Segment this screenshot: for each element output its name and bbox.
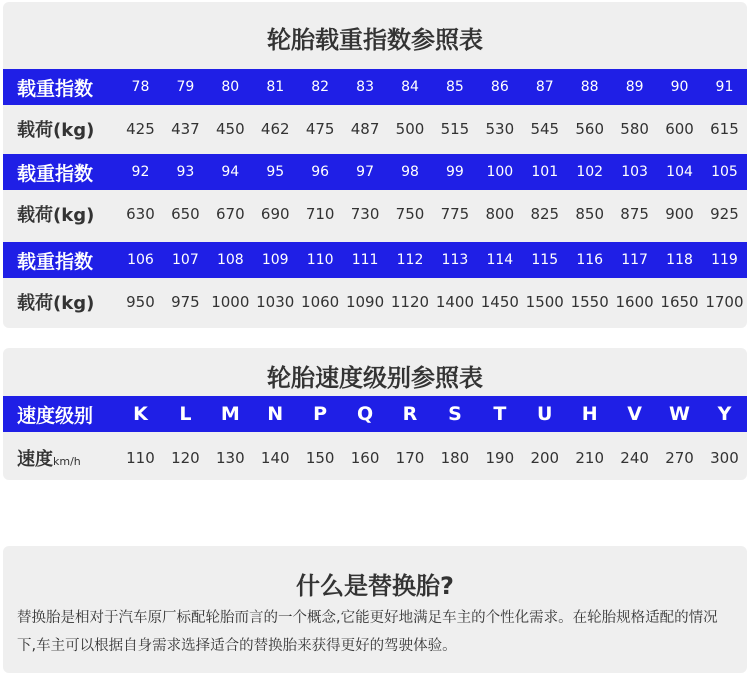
load-index-label: 载重指数 xyxy=(17,250,94,273)
load-kg-cells xyxy=(118,205,747,223)
table-cell: 1000 xyxy=(211,293,250,311)
table-cell: 114 xyxy=(486,252,514,268)
table-cell: 690 xyxy=(260,205,290,223)
table-cell: 875 xyxy=(620,205,649,223)
table-cell: 120 xyxy=(171,449,200,467)
table-cell: 190 xyxy=(485,449,515,467)
speed-value-row xyxy=(3,440,747,476)
table-cell: 84 xyxy=(401,79,419,95)
table-cell: 750 xyxy=(395,205,425,223)
table-cell: 1500 xyxy=(525,293,564,311)
speed-rating-panel xyxy=(3,348,747,480)
table-cell: 130 xyxy=(215,449,245,467)
table-cell: 500 xyxy=(395,120,425,138)
table-cell: 80 xyxy=(221,79,240,95)
speed-value-cells xyxy=(118,449,747,467)
table-cell: 270 xyxy=(665,449,694,467)
table-cell: 800 xyxy=(485,205,515,223)
load-kg-label: 载荷(kg) xyxy=(17,120,95,141)
table-cell: S xyxy=(448,403,462,425)
table-cell: U xyxy=(537,403,553,425)
speed-label-text: 速度 xyxy=(17,449,53,470)
table-cell: 111 xyxy=(351,252,379,268)
table-cell: 1400 xyxy=(435,293,474,311)
table-cell: 462 xyxy=(260,120,290,138)
load-index-panel xyxy=(3,2,747,328)
table-cell: 140 xyxy=(260,449,290,467)
table-cell: 93 xyxy=(176,164,195,180)
load-table-title: 轮胎载重指数参照表 xyxy=(267,26,483,54)
table-cell: Y xyxy=(717,403,732,425)
load-index-row xyxy=(3,154,747,190)
table-cell: M xyxy=(220,403,240,425)
table-cell: 1550 xyxy=(570,293,609,311)
speed-level-label: 速度级别 xyxy=(17,404,94,427)
table-cell: 107 xyxy=(172,252,199,268)
table-cell: 113 xyxy=(441,252,469,268)
table-cell: 300 xyxy=(710,449,739,467)
table-cell: 110 xyxy=(126,449,155,467)
table-cell: 89 xyxy=(625,79,644,95)
load-kg-cells xyxy=(118,120,747,138)
load-kg-row xyxy=(3,284,747,320)
table-cell: 240 xyxy=(620,449,649,467)
table-cell: 1700 xyxy=(705,293,744,311)
table-cell: 117 xyxy=(621,252,648,268)
table-cell: 1600 xyxy=(615,293,654,311)
load-index-cells xyxy=(118,164,747,180)
load-index-cells xyxy=(118,79,747,95)
table-cell: 710 xyxy=(305,205,335,223)
table-cell: 530 xyxy=(485,120,515,138)
info-title: 什么是替换胎? xyxy=(296,572,454,600)
table-cell: 101 xyxy=(531,164,559,180)
speed-level-row xyxy=(3,396,747,432)
load-kg-row xyxy=(3,196,747,232)
table-cell: 1450 xyxy=(480,293,519,311)
table-cell: 97 xyxy=(356,164,374,180)
table-cell: 1060 xyxy=(301,293,340,311)
table-cell: 825 xyxy=(530,205,560,223)
table-cell: 95 xyxy=(266,164,285,180)
table-cell: 118 xyxy=(666,252,693,268)
table-cell: L xyxy=(179,403,192,425)
table-cell: 1120 xyxy=(390,293,430,311)
table-cell: H xyxy=(581,403,598,425)
table-cell: 475 xyxy=(305,120,335,138)
table-cell: P xyxy=(313,403,328,425)
table-cell: V xyxy=(627,403,642,425)
table-cell: 116 xyxy=(576,252,604,268)
table-cell: W xyxy=(669,403,690,425)
speed-level-cells xyxy=(118,403,747,425)
table-cell: 730 xyxy=(350,205,380,223)
table-cell: 81 xyxy=(266,79,285,95)
speed-value-label xyxy=(3,445,118,471)
load-kg-label: 载荷(kg) xyxy=(17,205,95,226)
table-cell: 170 xyxy=(395,449,425,467)
table-cell: 615 xyxy=(710,120,739,138)
table-cell: 109 xyxy=(261,252,289,268)
table-cell: T xyxy=(493,403,507,425)
table-cell: 98 xyxy=(401,164,419,180)
load-index-row xyxy=(3,69,747,105)
table-cell: 99 xyxy=(446,164,464,180)
table-cell: 650 xyxy=(171,205,200,223)
load-index-label: 载重指数 xyxy=(17,162,94,185)
table-cell: 180 xyxy=(440,449,470,467)
table-cell: 580 xyxy=(620,120,649,138)
table-cell: 96 xyxy=(311,164,330,180)
table-cell: 950 xyxy=(126,293,155,311)
table-cell: 775 xyxy=(440,205,470,223)
load-index-label: 载重指数 xyxy=(17,77,94,100)
table-cell: 119 xyxy=(711,252,738,268)
table-cell: 82 xyxy=(311,79,330,95)
table-cell: 160 xyxy=(350,449,380,467)
table-cell: 106 xyxy=(127,252,154,268)
info-paragraph: 替换胎是相对于汽车原厂标配轮胎而言的一个概念,它能更好地满足车主的个性化需求。在轮胎规格适配的情况下,车主可以根据自身需求选择适合的替换胎来获得更好的驾驶体验。 xyxy=(17,610,718,654)
table-cell: K xyxy=(133,403,148,425)
table-cell: 85 xyxy=(446,79,464,95)
table-cell: 210 xyxy=(575,449,604,467)
table-cell: 925 xyxy=(710,205,739,223)
table-cell: 79 xyxy=(176,79,195,95)
speed-unit: km/h xyxy=(53,455,81,468)
table-cell: 900 xyxy=(665,205,694,223)
table-cell: 94 xyxy=(221,164,240,180)
table-cell: R xyxy=(402,403,418,425)
table-cell: 545 xyxy=(530,120,560,138)
load-index-cells xyxy=(118,252,747,268)
table-cell: 104 xyxy=(666,164,693,180)
table-cell: 1650 xyxy=(660,293,699,311)
table-cell: N xyxy=(267,403,284,425)
table-cell: 150 xyxy=(305,449,335,467)
load-kg-label: 载荷(kg) xyxy=(17,293,95,314)
table-cell: 102 xyxy=(576,164,604,180)
table-cell: 560 xyxy=(575,120,604,138)
load-kg-row xyxy=(3,111,747,147)
table-cell: 115 xyxy=(531,252,559,268)
table-cell: 108 xyxy=(216,252,244,268)
load-kg-cells xyxy=(118,293,747,311)
table-cell: 487 xyxy=(350,120,380,138)
table-cell: 630 xyxy=(126,205,155,223)
table-cell: 83 xyxy=(356,79,374,95)
load-index-row xyxy=(3,242,747,278)
table-cell: 92 xyxy=(131,164,150,180)
table-cell: 78 xyxy=(131,79,150,95)
table-cell: 515 xyxy=(440,120,470,138)
table-cell: 670 xyxy=(215,205,245,223)
table-cell: 1030 xyxy=(256,293,295,311)
table-cell: 425 xyxy=(126,120,155,138)
table-cell: 86 xyxy=(490,79,509,95)
table-cell: 90 xyxy=(670,79,689,95)
table-cell: 88 xyxy=(580,79,599,95)
table-cell: 91 xyxy=(715,79,734,95)
speed-table-title: 轮胎速度级别参照表 xyxy=(267,364,483,392)
table-cell: 850 xyxy=(575,205,604,223)
table-cell: 975 xyxy=(171,293,200,311)
table-cell: 1090 xyxy=(345,293,385,311)
replacement-tire-info-panel xyxy=(3,546,747,673)
table-cell: 600 xyxy=(665,120,694,138)
table-cell: 100 xyxy=(486,164,514,180)
table-cell: 110 xyxy=(306,252,334,268)
table-cell: 450 xyxy=(215,120,245,138)
table-cell: 87 xyxy=(535,79,554,95)
table-cell: 103 xyxy=(621,164,648,180)
table-cell: 112 xyxy=(396,252,424,268)
table-cell: Q xyxy=(356,403,374,425)
table-cell: 437 xyxy=(171,120,200,138)
table-cell: 105 xyxy=(711,164,738,180)
table-cell: 200 xyxy=(530,449,560,467)
